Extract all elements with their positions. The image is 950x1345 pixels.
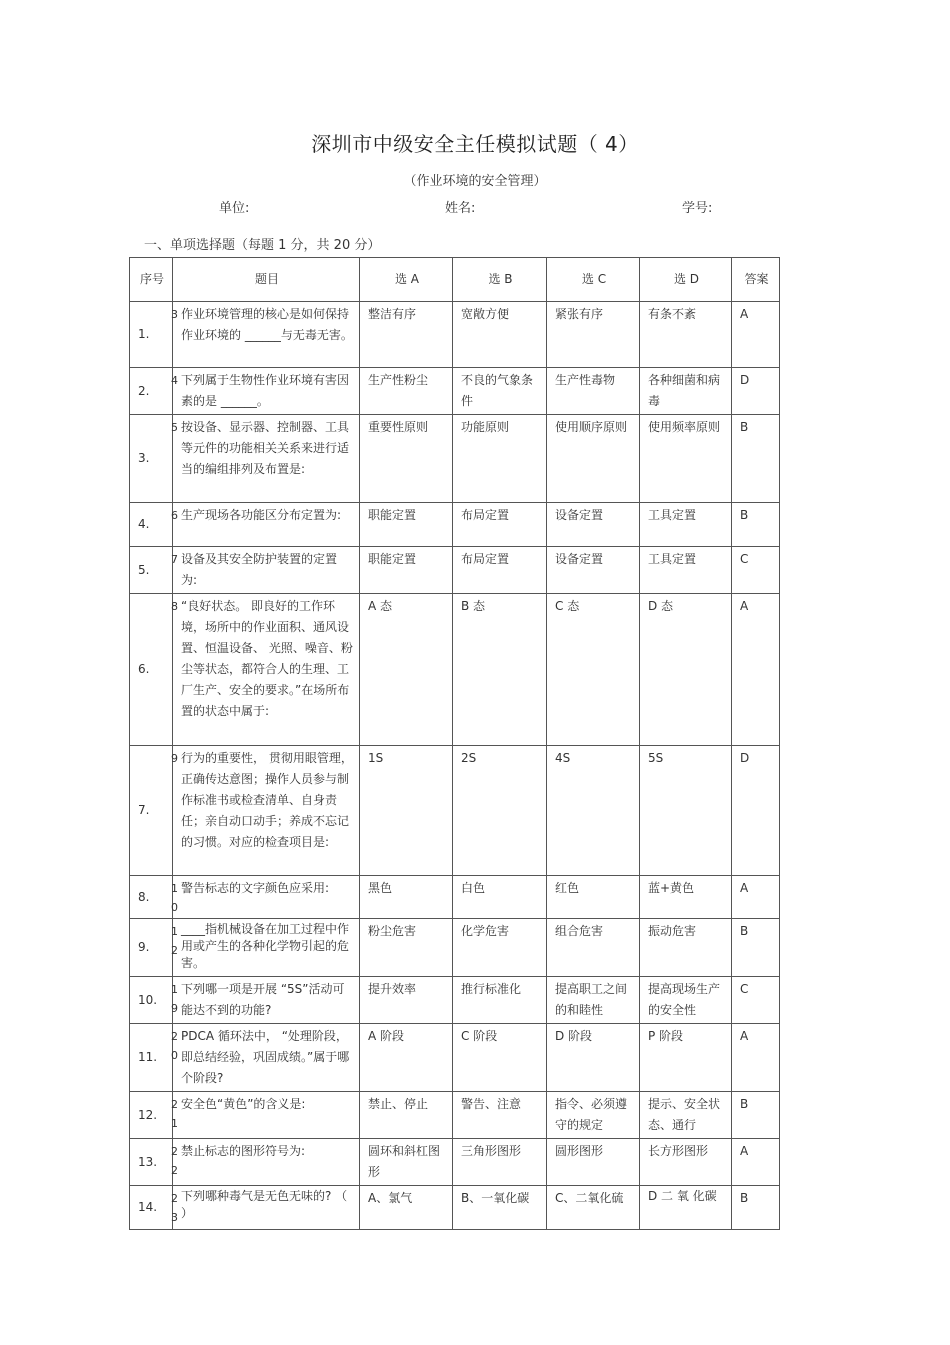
row-seq: 14. — [130, 1186, 173, 1230]
option-d: 有条不紊 — [640, 302, 732, 368]
table-row — [130, 919, 780, 977]
question-text: 禁止标志的图形符号为: — [181, 1144, 306, 1158]
option-a: 生产性粉尘 — [360, 368, 453, 415]
question-text: 安全色“黄色”的含义是: — [181, 1097, 306, 1111]
document-title: 深圳市中级安全主任模拟试题（ 4） — [311, 132, 639, 156]
option-d: 振动危害 — [640, 919, 732, 977]
row-question — [173, 876, 360, 919]
option-a: 提升效率 — [360, 977, 453, 1024]
option-a: 粉尘危害 — [360, 919, 453, 977]
option-c: 使用顺序原则 — [547, 415, 640, 503]
answer: D — [732, 368, 780, 415]
row-question — [173, 368, 360, 415]
answer: A — [732, 1139, 780, 1186]
answer: C — [732, 547, 780, 594]
option-b: B、一氧化碳 — [453, 1186, 547, 1230]
option-a: 黑色 — [360, 876, 453, 919]
option-c: 红色 — [547, 876, 640, 919]
option-d: 长方形图形 — [640, 1139, 732, 1186]
option-b: 布局定置 — [453, 503, 547, 547]
question-text: 下列哪种毒气是无色无味的? （ ） — [181, 1189, 348, 1220]
option-b: B 态 — [453, 594, 547, 746]
table-row — [130, 503, 780, 547]
row-seq: 13. — [130, 1139, 173, 1186]
row-seq: 11. — [130, 1024, 173, 1092]
option-c: 圆形图形 — [547, 1139, 640, 1186]
answer: B — [732, 919, 780, 977]
table-row — [130, 1092, 780, 1139]
option-d: 各种细菌和病毒 — [640, 368, 732, 415]
row-seq: 12. — [130, 1092, 173, 1139]
question-number: 5 — [171, 421, 178, 434]
table-row — [130, 1186, 780, 1230]
question-table — [129, 257, 780, 1230]
row-seq: 2. — [130, 368, 173, 415]
option-b: 推行标准化 — [453, 977, 547, 1024]
answer: C — [732, 977, 780, 1024]
question-text: 下列哪一项是开展 “5S”活动可能达不到的功能? — [181, 982, 345, 1017]
table-row — [130, 415, 780, 503]
table-row — [130, 302, 780, 368]
row-seq: 6. — [130, 594, 173, 746]
option-b: 2S — [453, 746, 547, 876]
option-c: 指令、必须遵守的规定 — [547, 1092, 640, 1139]
option-a: A、氯气 — [360, 1186, 453, 1230]
question-number: 12 — [171, 925, 178, 957]
row-question — [173, 746, 360, 876]
option-b: 功能原则 — [453, 415, 547, 503]
option-c: C、二氧化硫 — [547, 1186, 640, 1230]
row-question — [173, 547, 360, 594]
header-option-b: 选 B — [453, 258, 547, 302]
question-text: 按设备、显示器、控制器、工具等元件的功能相关关系来进行适当的编组排列及布置是: — [181, 420, 350, 476]
row-seq: 3. — [130, 415, 173, 503]
row-question — [173, 919, 360, 977]
row-question — [173, 415, 360, 503]
question-number: 22 — [171, 1145, 178, 1177]
option-d: 工具定置 — [640, 503, 732, 547]
option-d: D 二 氧 化碳 — [640, 1186, 732, 1230]
option-b: 化学危害 — [453, 919, 547, 977]
option-c: D 阶段 — [547, 1024, 640, 1092]
question-number: 6 — [171, 509, 178, 522]
option-c: 设备定置 — [547, 547, 640, 594]
row-question — [173, 1024, 360, 1092]
unit-label: 单位: — [219, 201, 250, 216]
answer: D — [732, 746, 780, 876]
table-row — [130, 368, 780, 415]
option-a: 禁止、停止 — [360, 1092, 453, 1139]
option-c: 紧张有序 — [547, 302, 640, 368]
question-text: 设备及其安全防护装置的定置为: — [181, 552, 338, 587]
question-text: PDCA 循环法中， “处理阶段，即总结经验，巩固成绩。”属于哪个阶段? — [181, 1029, 350, 1085]
header-option-a: 选 A — [360, 258, 453, 302]
answer: A — [732, 876, 780, 919]
answer: B — [732, 415, 780, 503]
question-number: 20 — [171, 1030, 178, 1062]
row-seq: 8. — [130, 876, 173, 919]
option-a: 1S — [360, 746, 453, 876]
option-b: 警告、注意 — [453, 1092, 547, 1139]
option-b: 三角形图形 — [453, 1139, 547, 1186]
option-a: A 态 — [360, 594, 453, 746]
question-text: ____指机械设备在加工过程中作用或产生的各种化学物引起的危害。 — [181, 922, 350, 970]
option-b: 布局定置 — [453, 547, 547, 594]
document-subtitle: （作业环境的安全管理） — [403, 174, 547, 189]
option-c: C 态 — [547, 594, 640, 746]
header-option-c: 选 C — [547, 258, 640, 302]
row-question — [173, 977, 360, 1024]
option-b: C 阶段 — [453, 1024, 547, 1092]
row-seq: 4. — [130, 503, 173, 547]
option-d: 提示、安全状态、通行 — [640, 1092, 732, 1139]
question-text: 行为的重要性， 贯彻用眼管理，正确传达意图；操作人员参与制作标准书或检查清单、自身责任；亲自动口动手；养成不忘记的习惯。对应的检查项目是: — [181, 751, 353, 849]
table-row — [130, 1024, 780, 1092]
row-seq: 7. — [130, 746, 173, 876]
row-seq: 1. — [130, 302, 173, 368]
question-number: 21 — [171, 1098, 178, 1130]
option-a: 职能定置 — [360, 503, 453, 547]
option-d: D 态 — [640, 594, 732, 746]
row-seq: 5. — [130, 547, 173, 594]
option-c: 生产性毒物 — [547, 368, 640, 415]
row-question — [173, 1092, 360, 1139]
question-number: 10 — [171, 882, 178, 914]
row-question — [173, 302, 360, 368]
section-title: 一、单项选择题（每题 1 分，共 20 分） — [144, 238, 381, 253]
table-row — [130, 1139, 780, 1186]
header-answer: 答案 — [732, 258, 780, 302]
option-d: 提高现场生产的安全性 — [640, 977, 732, 1024]
header-option-d: 选 D — [640, 258, 732, 302]
row-question — [173, 594, 360, 746]
table-row — [130, 547, 780, 594]
option-d: P 阶段 — [640, 1024, 732, 1092]
option-c: 4S — [547, 746, 640, 876]
header-stem: 题目 — [173, 258, 360, 302]
row-seq: 9. — [130, 919, 173, 977]
option-b: 不良的气象条件 — [453, 368, 547, 415]
question-text: 生产现场各功能区分布定置为: — [181, 508, 342, 522]
option-d: 蓝+黄色 — [640, 876, 732, 919]
answer: B — [732, 503, 780, 547]
table-row — [130, 977, 780, 1024]
question-text: 作业环境管理的核心是如何保持作业环境的 ______与无毒无害。 — [181, 307, 353, 342]
question-text: 警告标志的文字颜色应采用: — [181, 881, 330, 895]
option-a: A 阶段 — [360, 1024, 453, 1092]
option-d: 使用频率原则 — [640, 415, 732, 503]
option-b: 宽敞方便 — [453, 302, 547, 368]
option-b: 白色 — [453, 876, 547, 919]
answer: A — [732, 302, 780, 368]
question-number: 23 — [171, 1192, 178, 1224]
question-text: 下列属于生物性作业环境有害因素的是 ______。 — [181, 373, 350, 408]
question-number: 7 — [171, 553, 178, 566]
question-number: 9 — [171, 752, 178, 765]
option-c: 组合危害 — [547, 919, 640, 977]
table-row — [130, 594, 780, 746]
option-a: 整洁有序 — [360, 302, 453, 368]
table-row — [130, 876, 780, 919]
answer: A — [732, 1024, 780, 1092]
option-d: 工具定置 — [640, 547, 732, 594]
row-question — [173, 1186, 360, 1230]
option-c: 提高职工之间的和睦性 — [547, 977, 640, 1024]
question-text: “良好状态。 即良好的工作环境，场所中的作业面积、通风设置、恒温设备、 光照、噪音、粉尘等状态，都符合人的生理、工厂生产、安全的要求。”在场所布置的状态中属于: — [181, 599, 353, 718]
answer: A — [732, 594, 780, 746]
student-id-label: 学号: — [682, 201, 713, 216]
option-a: 职能定置 — [360, 547, 453, 594]
row-question — [173, 503, 360, 547]
answer: B — [732, 1092, 780, 1139]
row-seq: 10. — [130, 977, 173, 1024]
option-d: 5S — [640, 746, 732, 876]
option-a: 重要性原则 — [360, 415, 453, 503]
question-number: 8 — [171, 600, 178, 613]
answer: B — [732, 1186, 780, 1230]
row-question — [173, 1139, 360, 1186]
header-seq: 序号 — [130, 258, 173, 302]
table-header-row — [130, 258, 780, 302]
question-number: 3 — [171, 308, 178, 321]
question-number: 19 — [171, 983, 178, 1015]
name-label: 姓名: — [445, 201, 476, 216]
table-row — [130, 746, 780, 876]
option-c: 设备定置 — [547, 503, 640, 547]
option-a: 圆环和斜杠图形 — [360, 1139, 453, 1186]
question-number: 4 — [171, 374, 178, 387]
